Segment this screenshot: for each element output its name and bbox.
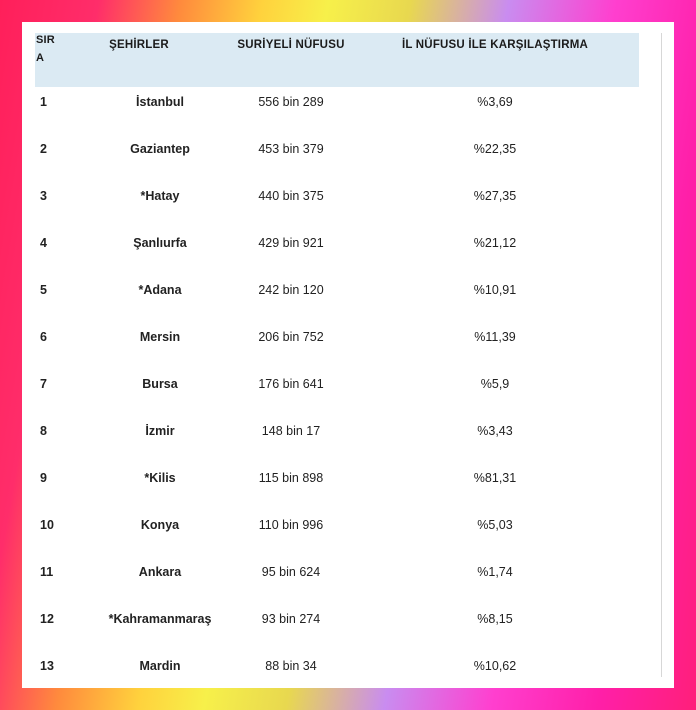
row-sehir: Mardin	[139, 659, 181, 673]
row-sehir: Gaziantep	[130, 142, 190, 156]
row-nufus: 88 bin 34	[265, 659, 317, 673]
row-oran: %10,91	[473, 283, 517, 297]
row-sehir: Konya	[140, 518, 180, 532]
row-sira: 6	[40, 330, 47, 344]
row-nufus: 148 bin 17	[261, 424, 321, 438]
row-oran: %3,43	[477, 424, 513, 438]
row-oran: %11,39	[474, 330, 516, 344]
row-oran: %27,35	[473, 189, 517, 203]
row-oran: %8,15	[477, 612, 513, 626]
table-row	[35, 604, 639, 652]
table-row	[35, 369, 639, 417]
row-sehir: *Adana	[138, 283, 182, 297]
row-sira: 4	[40, 236, 47, 250]
row-sira: 1	[40, 95, 47, 109]
row-sehir: *Kilis	[144, 471, 176, 485]
row-nufus: 556 bin 289	[258, 95, 324, 109]
row-oran: %5,03	[477, 518, 513, 532]
row-sira: 7	[40, 377, 47, 391]
table-row	[35, 275, 639, 323]
row-oran: %21,12	[473, 236, 517, 250]
row-nufus: 110 bin 996	[258, 518, 324, 532]
row-nufus: 176 bin 641	[258, 377, 324, 391]
table-row	[35, 651, 639, 677]
row-oran: %22,35	[473, 142, 517, 156]
header-il-nufusu-karsilastirma: İL NÜFUSU İLE KARŞILAŞTIRMA	[402, 39, 588, 51]
row-sira: 8	[40, 424, 47, 438]
header-suriyeli-nufusu: SURİYELİ NÜFUSU	[237, 39, 345, 51]
row-sira: 2	[40, 142, 47, 156]
row-nufus: 429 bin 921	[258, 236, 324, 250]
table-row	[35, 463, 639, 511]
table-row	[35, 87, 639, 135]
row-nufus: 93 bin 274	[261, 612, 321, 626]
header-sira	[36, 33, 56, 67]
header-sira-label	[36, 33, 56, 67]
row-sehir: Şanlıurfa	[133, 236, 187, 250]
row-sira: 13	[40, 659, 54, 673]
row-nufus: 95 bin 624	[261, 565, 321, 579]
row-nufus: 115 bin 898	[258, 471, 324, 485]
table-row	[35, 510, 639, 558]
table-row	[35, 557, 639, 605]
row-sira: 3	[40, 189, 47, 203]
row-nufus: 206 bin 752	[258, 330, 324, 344]
row-nufus: 440 bin 375	[258, 189, 324, 203]
row-sehir: Bursa	[142, 377, 178, 391]
row-oran: %81,31	[473, 471, 517, 485]
row-oran: %3,69	[477, 95, 513, 109]
row-nufus: 242 bin 120	[258, 283, 324, 297]
header-sehirler: ŞEHİRLER	[109, 39, 169, 51]
row-sira: 9	[40, 471, 47, 485]
table-row	[35, 181, 639, 229]
row-oran: %5,9	[480, 377, 510, 391]
row-sira: 10	[40, 518, 54, 532]
row-sehir: *Hatay	[140, 189, 180, 203]
row-oran: %1,74	[477, 565, 513, 579]
content-frame	[22, 22, 674, 688]
row-sira: 12	[40, 612, 54, 626]
table-header-row	[35, 33, 639, 87]
table-row	[35, 134, 639, 182]
row-sehir: *Kahramanmaraş	[108, 612, 212, 626]
row-sehir: Ankara	[138, 565, 182, 579]
row-sehir: İstanbul	[136, 95, 184, 109]
table-row	[35, 416, 639, 464]
header-sira-line-1: SIR	[36, 34, 55, 46]
row-oran: %10,62	[473, 659, 517, 673]
row-sehir: Mersin	[139, 330, 181, 344]
table-row	[35, 228, 639, 276]
row-sira: 11	[40, 565, 54, 579]
row-sira: 5	[40, 283, 47, 297]
table-row	[35, 322, 639, 370]
row-nufus: 453 bin 379	[258, 142, 324, 156]
header-sira-line-2: A	[36, 52, 45, 64]
population-table	[35, 33, 662, 677]
row-sehir: İzmir	[145, 424, 175, 438]
